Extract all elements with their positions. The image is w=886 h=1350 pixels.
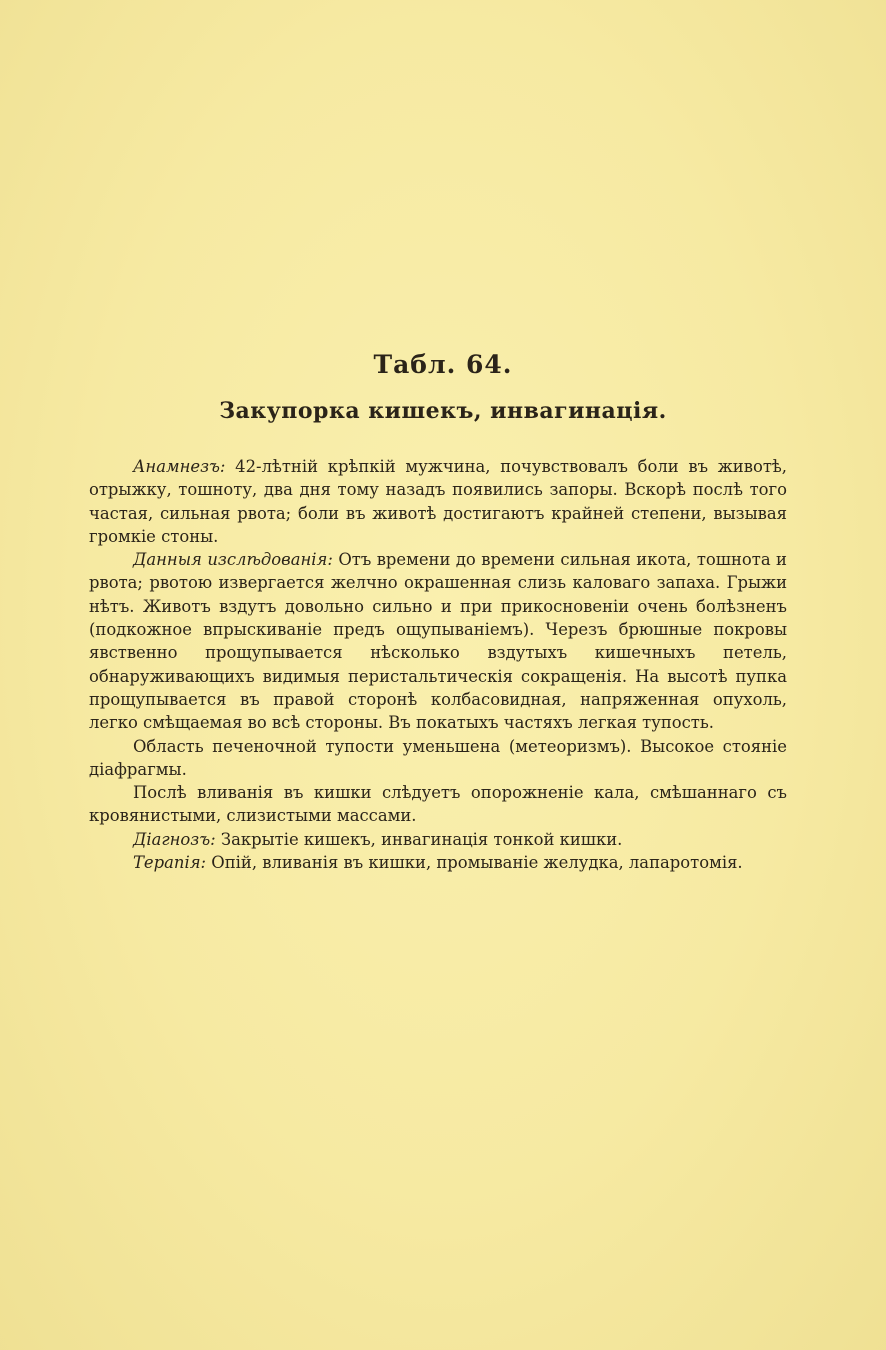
paragraph-text: Послѣ вливанія въ кишки слѣдуетъ опорожненіе кала, смѣшаннаго съ кровянистыми, слизистыми массами. [89, 783, 787, 826]
paragraph-anamnesis [89, 455, 787, 548]
paragraph-diagnosis [89, 828, 787, 851]
table-number: Табл. 64. [373, 350, 513, 379]
paragraph-text: Закрытіе кишекъ, инвагинація тонкой кишки. [215, 829, 623, 849]
paragraph-after-enema [89, 781, 787, 828]
paragraph-liver-dullness [89, 735, 787, 782]
paragraph-text: Область печеночной тупости уменьшена (метеоризмъ). Высокое стояніе діафрагмы. [89, 736, 787, 779]
body-text [89, 455, 787, 874]
section-heading: Закупорка кишекъ, инвагинація. [219, 398, 667, 424]
paragraph-label: Данныя изслѣдованія: [133, 550, 333, 570]
paragraph-label: Анамнезъ: [133, 457, 226, 476]
paragraph-text: Опій, вливанія въ кишки, промываніе желудка, лапаротомія. [206, 853, 743, 873]
paragraph-label: Терапія: [133, 853, 207, 873]
paragraph-examination [89, 548, 787, 734]
paragraph-text: Отъ времени до времени сильная икота, тошнота и рвота; рвотою извергается желчно окрашенная слизь каловаго запаха. Грыжи нѣтъ. Животъ вздутъ довольно сильно и при прикосновеніи очень болѣзненъ (подкожное впрыскиваніе предъ ощупываніемъ). Черезъ брюшные покровы явственно прощупывается нѣсколько вздутыхъ кишечныхъ петель, обнаруживающихъ видимыя перистальтическія сокращенія. На высотѣ пупка прощупывается въ правой сторонѣ колбасовидная, напряженная опухоль, легко смѣщаемая во всѣ стороны. Въ покатыхъ частяхъ легкая тупость. [89, 550, 787, 733]
paragraph-label: Діагнозъ: [133, 829, 216, 849]
paragraph-text: 42-лѣтній крѣпкій мужчина, почувствовалъ боли въ животѣ, отрыжку, тошноту, два дня тому назадъ появились запоры. Вскорѣ послѣ того частая, сильная рвота; боли въ животѣ достигаютъ крайней степени, вызывая громкіе стоны. [89, 457, 787, 546]
paragraph-therapy [89, 851, 787, 874]
